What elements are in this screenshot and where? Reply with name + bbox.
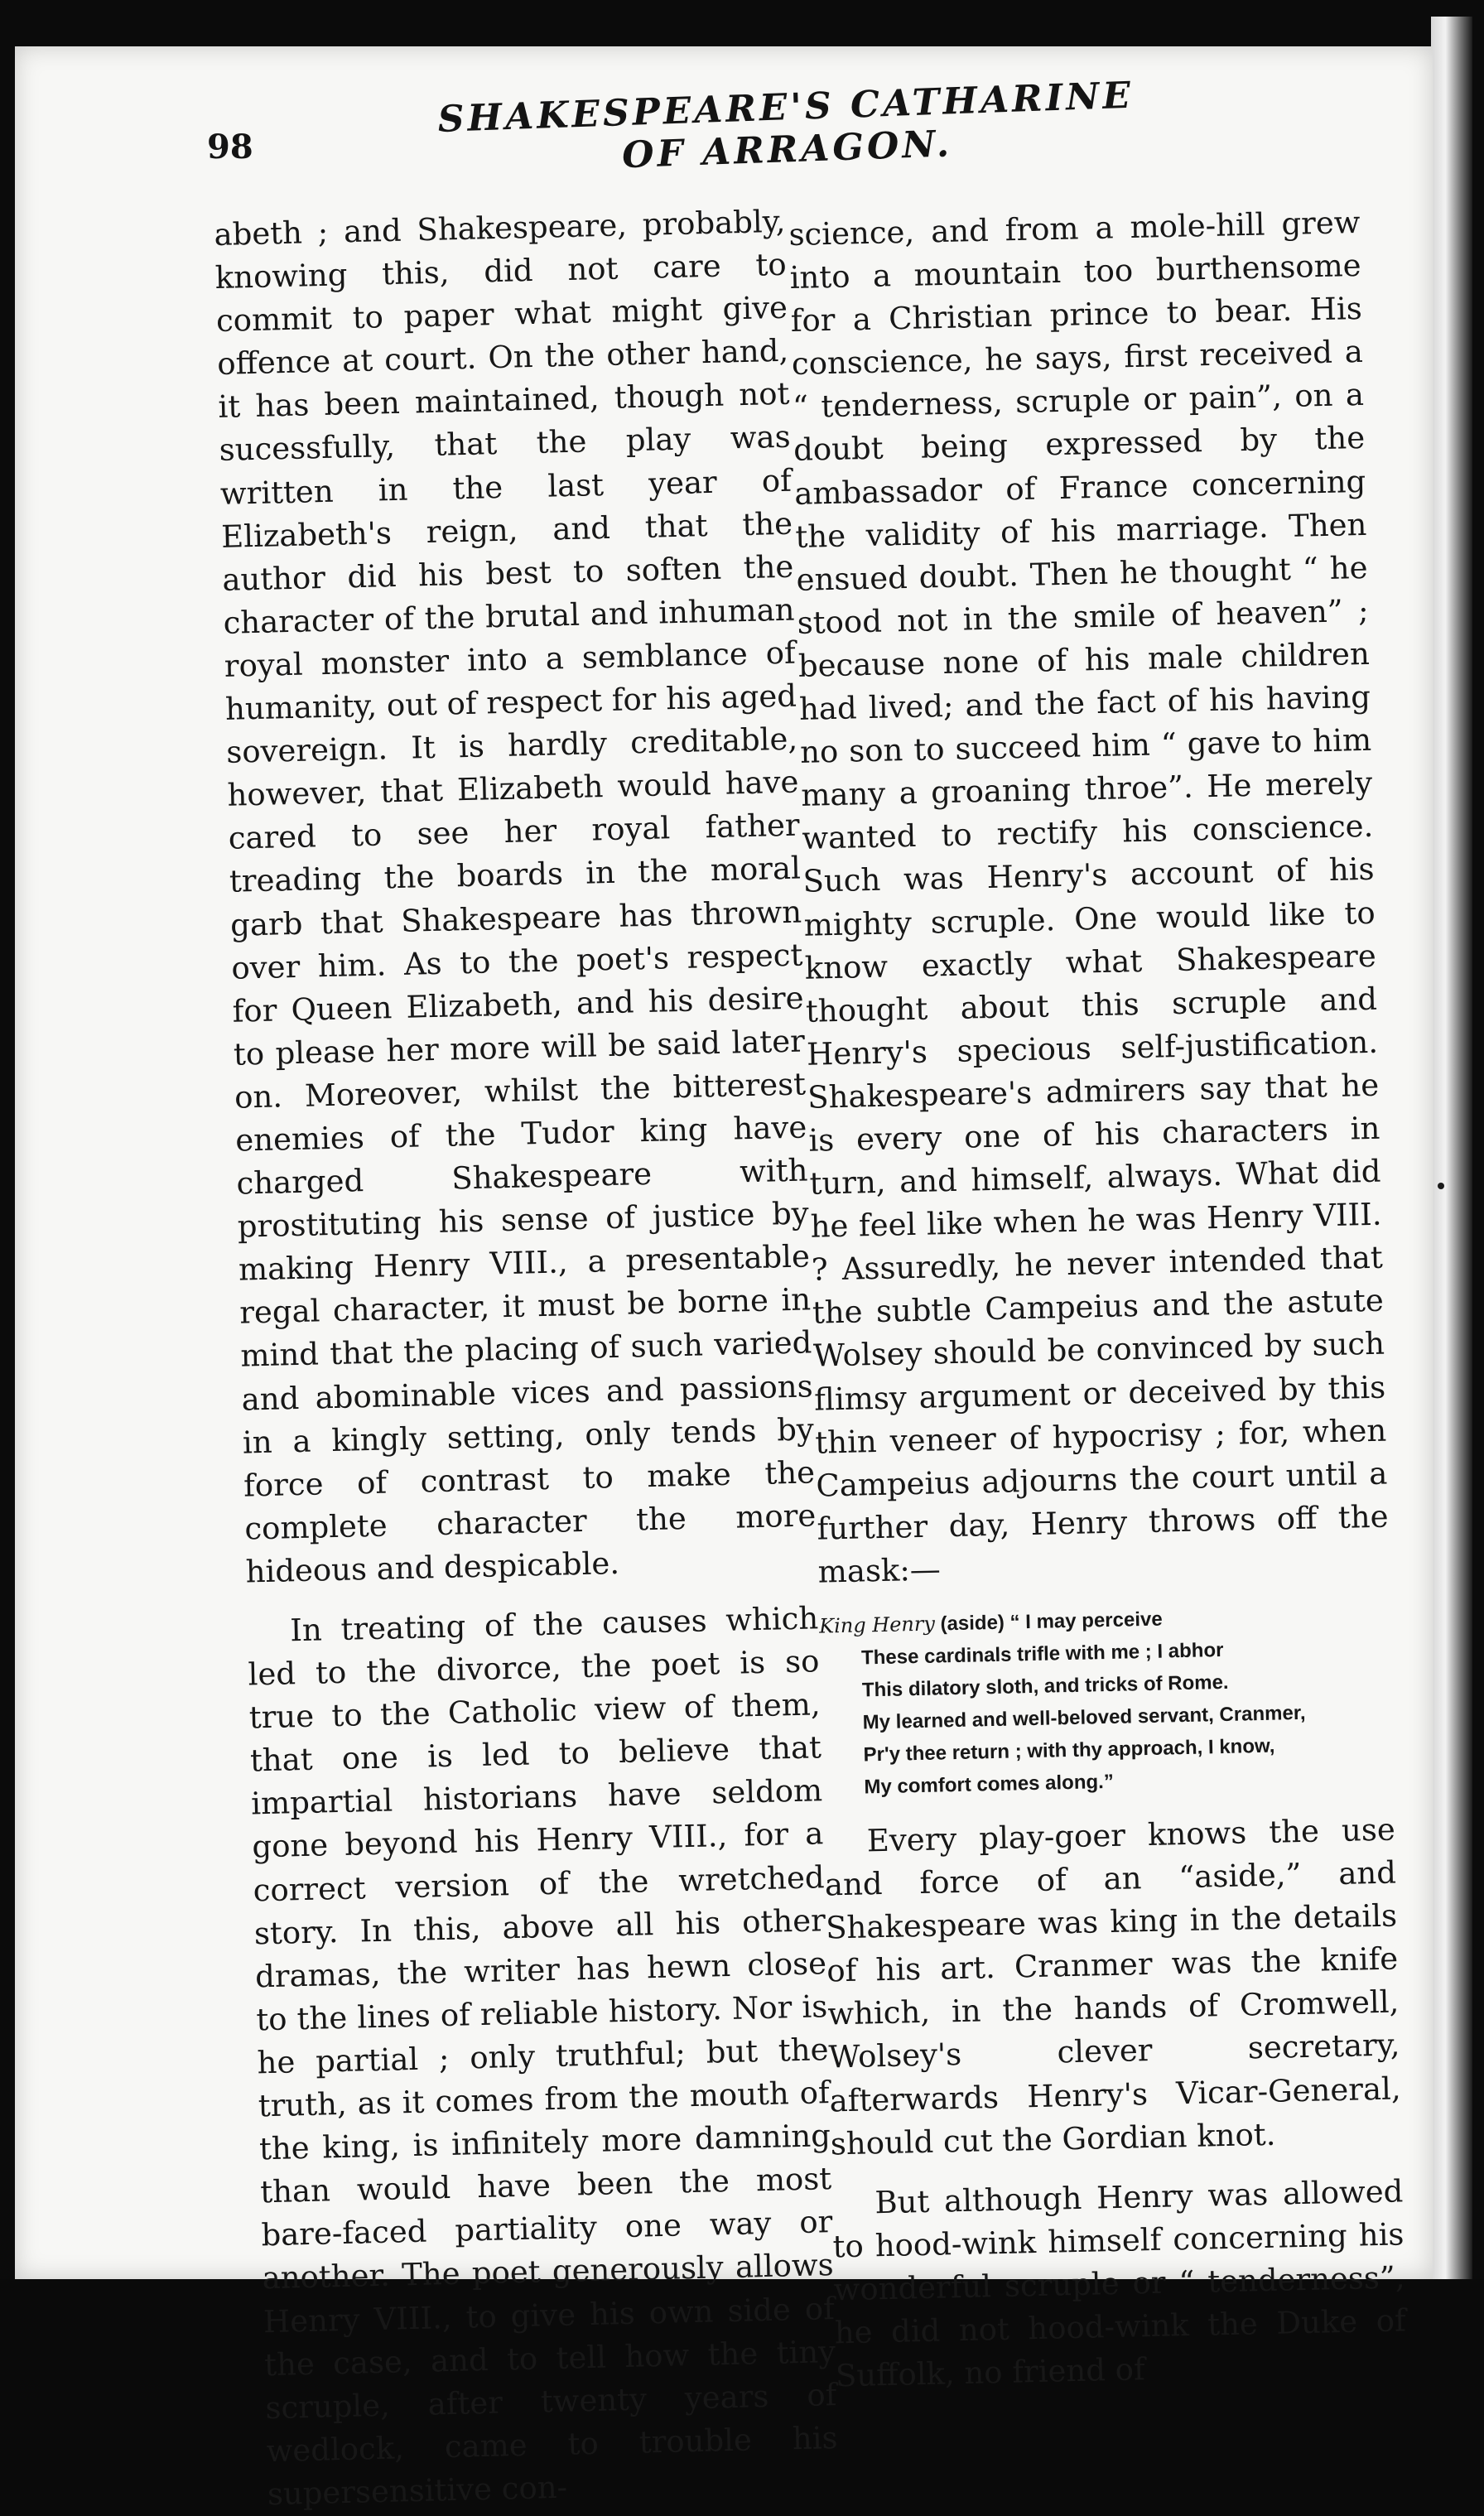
left-paragraph-1: abeth ; and Shakespeare, probably, knowing this, did not care to commit to paper what might give offence at court. On the other hand, it has been maintained, though not sucessfully, that the play was written in the last year of Elizabeth's reign, and that the author did his best to soften the character of the brutal and inhuman royal monster into a semblance of humanity, out of respect for his aged sovereign. It is hardly creditable, however, that Elizabeth would have cared to see her royal father treading the boards in the moral garb that Shakespeare has thrown over him. As to the poet's respect for Queen Elizabeth, and his desire to please her more will be said later on. Moreover, whilst the bitterest enemies of the Tudor king have charged Shakespeare with prostituting his sense of justice by making Henry VIII., a presentable regal character, it must be borne in mind that the placing of such varied and abominable vices and passions in a kingly setting, only tends by force of contrast to make the complete character the more hideous and despicable. xyxy=(214,203,817,1590)
right-paragraph-3: But although Henry was allowed to hood-wink himself concerning his wonderful scruple or “ tenderness”, he did not hood-wink the Duke of Suffolk, no friend of xyxy=(832,2173,1407,2394)
quote-line-3: This dilatory sloth, and tricks of Rome. xyxy=(861,1670,1229,1702)
left-column xyxy=(214,200,838,2513)
page-header xyxy=(207,74,1242,199)
running-title: SHAKESPEARE'S CATHARINE OF ARRAGON. xyxy=(436,74,1135,177)
right-paragraph-1: science, and from a mole-hill grew into a mountain too burthensome for a Christian prince to bear. His conscience, he says, first received a “ tenderness, scruple or pain”, on a doubt being expressed by the ambassador of France concerning the validity of his marriage. Then ensued doubt. Then he thought “ he stood not in the smile of heaven” ; because none of his male children had lived; and the fact of his having no son to succeed him “ gave to him many a groaning throe”. He merely wanted to rectify his conscience. Such was Henry's account of his mighty scruple. One would like to know exactly what Shakespeare thought about this scruple and Henry's specious self-justification. Shakespeare's admirers say that he is every one of his characters in turn, and himself, always. What did he feel like when he was Henry VIII. ? Assuredly, he never intended that the subtle Campeius and the astute Wolsey should be convinced by such flimsy argument or deceived by this thin veneer of hypocrisy ; for, when Campeius adjourns the court until a further day, Henry throws off the mask:— xyxy=(788,204,1389,1590)
block-quote xyxy=(819,1598,1395,1805)
quote-speaker: King Henry xyxy=(818,1612,936,1638)
quote-text-1: “ I may perceive xyxy=(1009,1607,1163,1634)
quote-line-5: Pr'y thee return ; with thy approach, I know, xyxy=(863,1734,1275,1767)
left-paragraph-2: In treating of the causes which led to the divorce, the poet is so true to the Catholic view of them, that one is led to believe that impartial historians have seldom gone beyond his Henry VIII., for a correct version of the wretched story. In this, above all his other dramas, the writer has hewn close to the lines of reliable history. Nor is he partial ; only truthful; but the truth, as it comes from the mouth of the king, is infinitely more damning than would have been the most bare-faced partiality one way or another. The poet generously allows Henry VIII., to give his own side of the case, and to tell how the tiny scruple, after twenty years of wedlock, came to trouble his supersensitive con- xyxy=(248,1600,838,2513)
book-page-edge xyxy=(1431,17,1472,2279)
margin-mark xyxy=(1438,1183,1444,1189)
quote-line-2: These cardinals trifle with me ; I abhor xyxy=(860,1638,1224,1670)
quote-line-6: My comfort comes along.” xyxy=(864,1770,1115,1799)
quote-line-4: My learned and well-beloved servant, Cranmer, xyxy=(862,1701,1306,1734)
page-number: 98 xyxy=(207,128,253,166)
right-paragraph-2: Every play-goer knows the use and force of an “aside,” and Shakespeare was king in the details of his art. Cranmer was the knife which, in the hands of Cromwell, Wolsey's clever secretary, afterwards Henry's Vicar-General, should cut the Gordian knot. xyxy=(824,1811,1402,2162)
quote-stage-direction: (aside) xyxy=(940,1611,1005,1636)
right-column xyxy=(788,201,1407,2394)
